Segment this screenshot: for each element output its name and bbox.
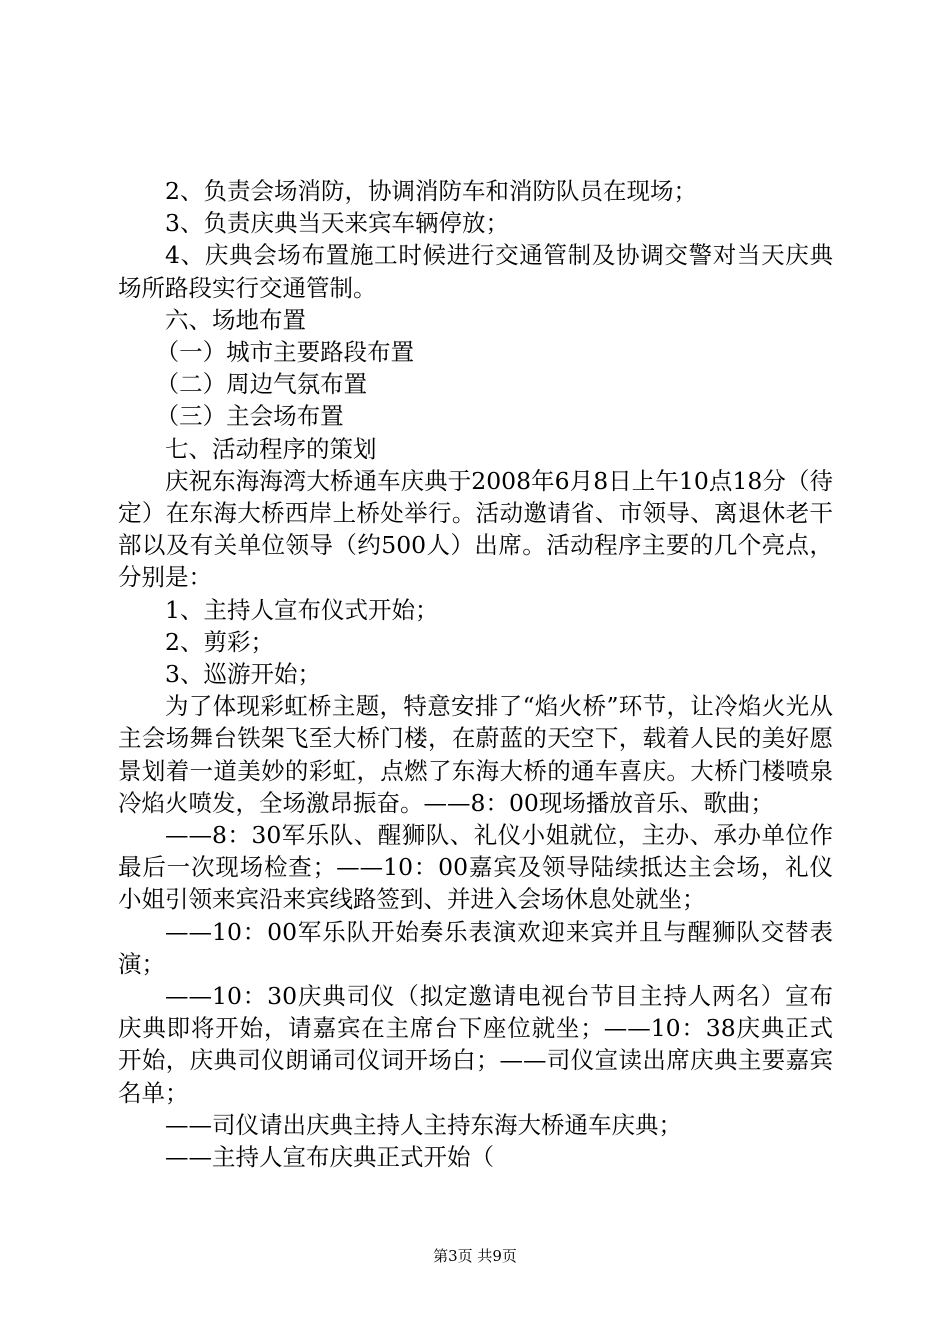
list-item-parade: 3、巡游开始；: [165, 660, 321, 689]
paragraph-ceremony-intro: 庆祝东海海湾大桥通车庆典于2008年6月8日上午10点18分（待定）在东海大桥西岸上桥处举行。活动邀请省、市领导、离退休老干部以及有关单位领导（约500人）出席。活动程序主要的几个亮点，分别是：: [118, 466, 833, 592]
paragraph-schedule-0830: ——8：30军乐队、醒狮队、礼仪小姐就位，主办、承办单位作最后一次现场检查；——10：00嘉宾及领导陆续抵达主会场，礼仪小姐引领来宾沿来宾线路签到、并进入会场休息处就坐；: [118, 821, 833, 914]
page-number-footer: 第3页 共9页: [433, 1247, 517, 1265]
subheading-main-roads: （一）城市主要路段布置: [155, 338, 415, 367]
list-item-host-announce: 1、主持人宣布仪式开始；: [165, 595, 439, 624]
heading-venue-layout: 六、场地布置: [165, 305, 306, 334]
heading-program-planning: 七、活动程序的策划: [165, 434, 377, 463]
paragraph-host-invite: ——司仪请出庆典主持人主持东海大桥通车庆典；: [165, 1110, 682, 1139]
paragraph-schedule-1030: ——10：30庆典司仪（拟定邀请电视台节目主持人两名）宣布庆典即将开始，请嘉宾在主席台下座位就坐；——10：38庆典正式开始，庆典司仪朗诵司仪词开场白；——司仪宣读出席庆典主要嘉宾名单；: [118, 982, 833, 1107]
subheading-main-venue: （三）主会场布置: [155, 402, 344, 431]
paragraph-fire-safety: 2、负责会场消防，协调消防车和消防队员在现场；: [165, 177, 697, 205]
paragraph-schedule-1000: ——10：00军乐队开始奏乐表演欢迎来宾并且与醒狮队交替表演；: [118, 917, 833, 978]
paragraph-traffic-control: 4、庆典会场布置施工时候进行交通管制及协调交警对当天庆典场所路段实行交通管制。: [118, 241, 833, 302]
paragraph-parking: 3、负责庆典当天来宾车辆停放；: [165, 209, 509, 238]
subheading-atmosphere: （二）周边气氛布置: [155, 370, 368, 399]
list-item-ribbon-cutting: 2、剪彩；: [165, 627, 274, 656]
document-body: [118, 175, 833, 1173]
paragraph-fireworks-bridge: 为了体现彩虹桥主题，特意安排了“焰火桥”环节，让冷焰火光从主会场舞台铁架飞至大桥门楼，在蔚蓝的天空下，载着人民的美好愿景划着一道美妙的彩虹，点燃了东海大桥的通车喜庆。大桥门楼喷泉冷焰火喷发，全场激昂振奋。——8：00现场播放音乐、歌曲；: [118, 692, 833, 817]
paragraph-ceremony-start: ——主持人宣布庆典正式开始（: [165, 1143, 494, 1172]
